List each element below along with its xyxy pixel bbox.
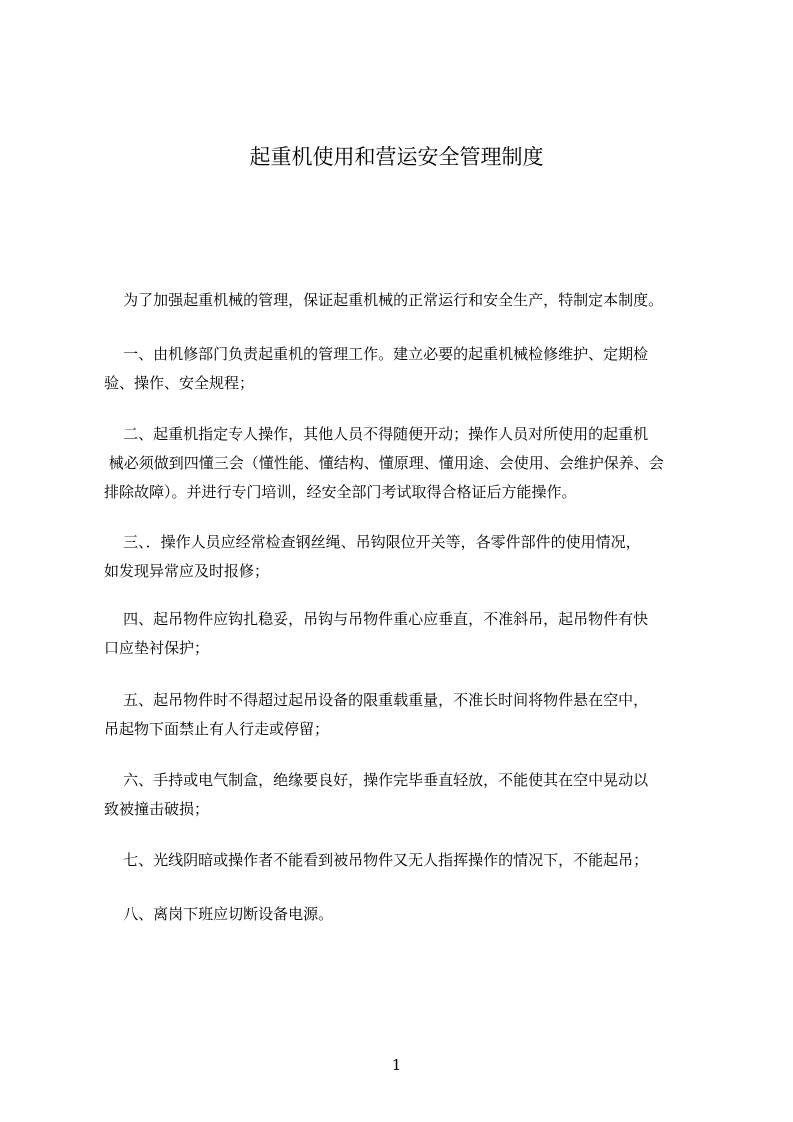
paragraph-line: 排除故障）。并进行专门培训，经安全部门考试取得合格证后方能操作。: [104, 483, 577, 501]
paragraph-line: 如发现异常应及时报修；: [104, 562, 270, 580]
paragraph-line: 二、起重机指定专人操作，其他人员不得随便开动；操作人员对所使用的起重机: [104, 425, 649, 443]
paragraph-rule-5: [104, 686, 704, 744]
paragraph-rule-4: [104, 605, 704, 663]
document-title: 起重机使用和营运安全管理制度: [249, 145, 544, 169]
paragraph-line: 吊起物下面禁止有人行走或停留；: [104, 720, 330, 738]
paragraph-rule-3: [104, 528, 704, 586]
paragraph-line: 械必须做到四懂三会（懂性能、懂结构、懂原理、懂用途、会使用、会维护保养、会: [104, 454, 664, 472]
paragraph-line: 八、离岗下班应切断设备电源。: [104, 905, 334, 923]
paragraph-intro: [104, 286, 704, 315]
paragraph-line: 致被撞击破损；: [104, 800, 210, 818]
paragraph-rule-7: [104, 846, 704, 875]
paragraph-line: 一、由机修部门负责起重机的管理工作。建立必要的起重机械检修维护、定期检: [104, 345, 649, 363]
paragraph-line: 三、．操作人员应经常检查钢丝绳、吊钩限位开关等，各零件部件的使用情况，: [104, 533, 641, 551]
paragraph-rule-6: [104, 766, 704, 824]
page-number: 1: [391, 1056, 402, 1074]
paragraph-line: 五、起吊物件时不得超过起吊设备的限重载重量，不准长时间将物件悬在空中，: [104, 691, 649, 709]
paragraph-rule-2: [104, 420, 704, 507]
paragraph-line: 验、操作、安全规程；: [104, 374, 255, 392]
paragraph-line: 七、光线阴暗或操作者不能看到被吊物件又无人指挥操作的情况下，不能起吊；: [104, 851, 649, 869]
paragraph-line: 口应垫衬保护；: [104, 639, 210, 657]
paragraph-line: 四、起吊物件应钩扎稳妥，吊钩与吊物件重心应垂直，不准斜吊，起吊物件有快: [104, 610, 649, 628]
paragraph-line: 为了加强起重机械的管理，保证起重机械的正常运行和安全生产，特制定本制度。: [104, 291, 664, 309]
paragraph-rule-8: [104, 900, 704, 929]
paragraph-rule-1: [104, 340, 704, 398]
paragraph-line: 六、手持或电气制盒，绝缘要良好，操作完毕垂直轻放，不能使其在空中晃动以: [104, 771, 649, 789]
